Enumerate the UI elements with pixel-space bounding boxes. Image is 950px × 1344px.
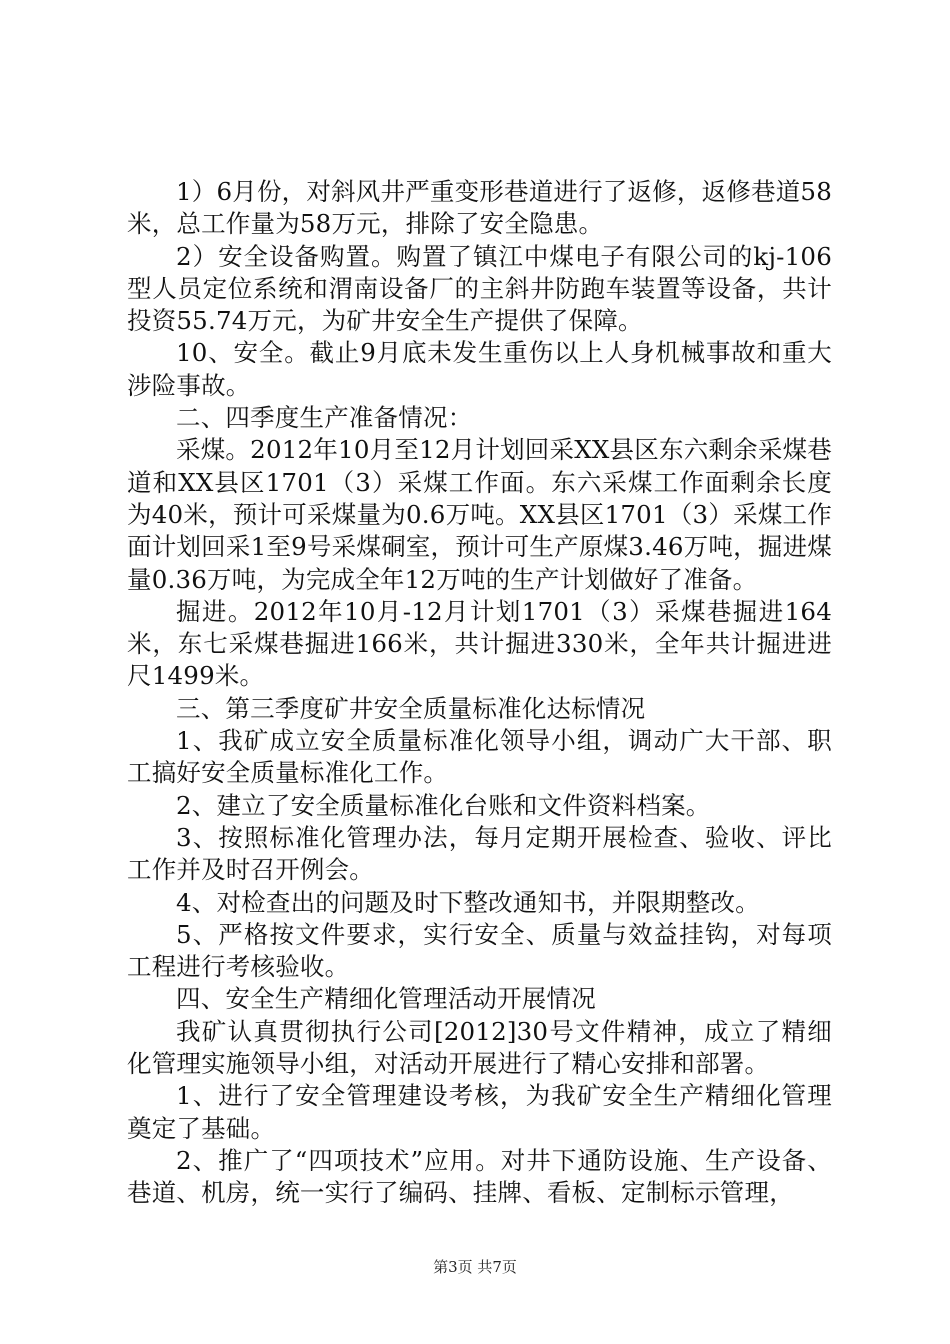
paragraph-refined-item-2: 2、推广了“四项技术”应用。对井下通防设施、生产设备、巷道、机房，统一实行了编码、挂牌、看板、定制标示管理， (127, 1145, 832, 1208)
paragraph-coal-mining: 采煤。2012年10月至12月计划回采XX县区东六剩余采煤巷道和XX县区1701（3）采煤工作面。东六采煤工作面剩余长度为40米，预计可采煤量为0.6万吨。XX县区1701（3）采煤工作面计划回采1至9号采煤硐室，预计可生产原煤3.46万吨，掘进煤量0.36万吨，为完成全年12万吨的生产计划做好了准备。 (127, 435, 832, 594)
paragraph-standard-item-2: 2、建立了安全质量标准化台账和文件资料档案。 (176, 790, 711, 820)
paragraph-tunneling: 掘进。2012年10月-12月计划1701（3）采煤巷掘进164米，东七采煤巷掘进166米，共计掘进330米，全年共计掘进进尺1499米。 (127, 596, 832, 691)
paragraph-safety: 10、安全。截止9月底未发生重伤以上人身机械事故和重大涉险事故。 (127, 338, 832, 400)
paragraph-repair: 1）6月份，对斜风井严重变形巷道进行了返修，返修巷道58米，总工作量为58万元，排除了安全隐患。 (127, 177, 832, 239)
section-heading-refined-management: 四、安全生产精细化管理活动开展情况 (176, 984, 596, 1014)
paragraph-refined-item-1: 1、进行了安全管理建设考核，为我矿安全生产精细化管理奠定了基础。 (127, 1081, 832, 1143)
section-heading-q3-standardization: 三、第三季度矿井安全质量标准化达标情况 (176, 693, 646, 723)
paragraph-standard-item-4: 4、对检查出的问题及时下整改通知书，并限期整改。 (176, 887, 760, 917)
document-body (127, 176, 832, 1210)
section-heading-q4-preparation: 二、四季度生产准备情况： (176, 403, 473, 433)
paragraph-standard-item-1: 1、我矿成立安全质量标准化领导小组，调动广大干部、职工搞好安全质量标准化工作。 (127, 726, 832, 788)
paragraph-standard-item-3: 3、按照标准化管理办法，每月定期开展检查、验收、评比工作并及时召开例会。 (127, 822, 832, 885)
paragraph-refined-intro: 我矿认真贯彻执行公司[2012]30号文件精神，成立了精细化管理实施领导小组，对活动开展进行了精心安排和部署。 (127, 1016, 832, 1079)
paragraph-equipment: 2）安全设备购置。购置了镇江中煤电子有限公司的kj-106型人员定位系统和渭南设备厂的主斜井防跑车装置等设备，共计投资55.74万元，为矿井安全生产提供了保障。 (127, 241, 832, 336)
page-footer: 第3页 共7页 (433, 1258, 517, 1276)
paragraph-standard-item-5: 5、严格按文件要求，实行安全、质量与效益挂钩，对每项工程进行考核验收。 (127, 919, 832, 982)
